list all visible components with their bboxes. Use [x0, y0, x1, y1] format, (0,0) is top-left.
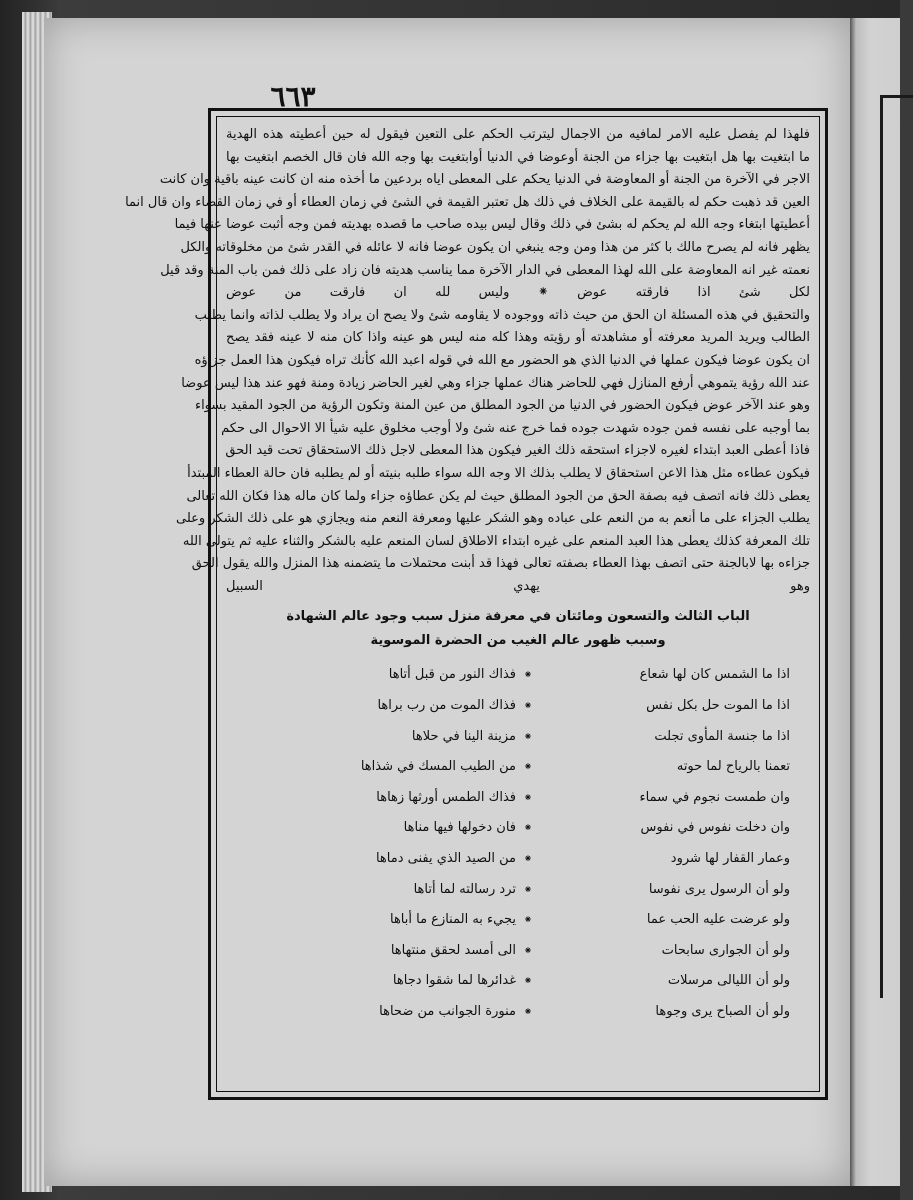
chapter-heading-line2: وسبب ظهور عالم الغيب من الحضرة الموسوية	[370, 633, 666, 649]
verse-second-hemistich: ترد رسالته لما أتاها	[413, 881, 516, 897]
poem-verse	[226, 752, 810, 783]
verse-first-hemistich: وعمار القفار لها شرود	[670, 851, 790, 867]
verse-separator: ⁕	[523, 913, 533, 927]
text-line: عند الله رؤية يتموهي أرفع المنازل فهي للحاضر هناك عملها جزاء وهي لغير الحاضر زيادة ومنة فهو عند هذا ليس عوضا	[181, 375, 810, 391]
text-line: العين قد ذهبت حكم له بالقيمة على الخلاف في ذلك هل تعتبر القيمة في الشئ في زمان العطاء أو في زمان القضاء وان قال انما	[125, 194, 810, 210]
text-line: ان يكون عوضا فيكون عملها في الدنيا الذي هو الحضور مع الله في قوله اعبد الله كأنك تراه فيكون هذا العمل جزاؤه	[194, 352, 810, 368]
verse-second-hemistich: فذاك النور من قبل أتاها	[388, 667, 516, 683]
poem-verse	[226, 691, 810, 722]
text-block	[125, 124, 811, 1084]
verse-second-hemistich: مزينة الينا في حلاها	[411, 728, 516, 744]
text-line: أعطيتها ابتغاء وجه الله لم يحكم له بشئ في ذلك وقال ليس بيده صاحب ما قصده بهديته فمن وجه أثبت عوضا عنها فيما	[174, 217, 810, 233]
poem	[226, 660, 810, 1027]
verse-second-hemistich: يجيء به المنازع ما أباها	[389, 912, 516, 928]
text-line: والتحقيق في هذه المسئلة ان الحق من حيث ذاته ووجوده لا يقاومه شئ ولا يصح ان يراد ولا يطلب لذاته وانما يطلب	[194, 307, 810, 323]
verse-first-hemistich: تعمنا بالرياح لما حوته	[676, 759, 790, 775]
poem-verse	[226, 783, 810, 814]
verse-second-hemistich: فذاك الموت من رب براها	[377, 698, 516, 714]
verse-separator: ⁕	[523, 729, 533, 743]
verse-second-hemistich: غدائرها لما شقوا دجاها	[392, 973, 516, 989]
verse-first-hemistich: اذا ما الشمس كان لها شعاع	[639, 667, 790, 683]
text-line: نعمته غير انه المعاوضة على الله لهذا المعطى في الدار الآخرة مما يناسب هديته فان زاد على ذلك فمن باب المنة وقد قيل	[160, 262, 810, 278]
text-line: تلك المعرفة كذلك يعطى هذا العبد المنعم على غيره ابتداء الاطلاق لسان المنعم عليه بالشكر والثناء عليه ثم يتولى الله	[182, 533, 810, 549]
text-line: وهو يهدي السبيل	[226, 578, 810, 594]
verse-separator: ⁕	[523, 668, 533, 682]
text-line: يعطى ذلك فانه اتصف فيه بصفة الحق من الجود المطلق حيث لم يكن عطاؤه جزاء ولما كان ماله هذا فكان الله تعالى	[186, 488, 810, 504]
page-number: ٦٦٣	[270, 80, 316, 113]
poem-verse	[226, 813, 810, 844]
paragraph-2	[176, 305, 810, 599]
text-line: جزاءه بها لابالجنة حتى اتصف بهذا العطاء بصفته تعالى فهذا قد أبنت محتملات ما يتضمنه هذا المنزل والله يقول الحق	[191, 556, 810, 572]
text-line: فلهذا لم يفصل عليه الامر لمافيه من الاجمال ليترتب الحكم على التعين فيقول له حين أعطيته هذه الهدية	[226, 127, 810, 142]
verse-separator: ⁕	[523, 760, 533, 774]
text-line: الطالب ويريد المريد معرفته أو مشاهدته أو رؤيته وهذا كله منه ليس هو عينه واذا كان منه لا عينه فقد يصح	[226, 330, 810, 346]
verse-separator: ⁕	[523, 943, 533, 957]
inline-verse-first: لكل شئ اذا فارقته عوض	[577, 285, 811, 301]
text-line: فيكون عطاءه مثل هذا الاعن استحقاق لا يطلب بذلك الا وجه الله سواء طلبه بنيته أو لم يطلبه فان حالة العطاء المبتدأ	[187, 465, 810, 481]
poem-verse	[226, 844, 810, 875]
verse-first-hemistich: وان دخلت نفوس في نفوس	[640, 820, 790, 836]
verse-second-hemistich: منورة الجوانب من ضحاها	[379, 1004, 516, 1019]
verse-separator: ⁕	[523, 974, 533, 988]
poem-verse	[226, 875, 810, 906]
verse-second-hemistich: الى أمسد لحقق منتهاها	[390, 942, 516, 958]
verse-separator: ⁕	[523, 1005, 533, 1018]
verse-first-hemistich: وان طمست نجوم في سماء	[639, 789, 790, 805]
verse-separator: ⁕	[509, 285, 549, 301]
verse-separator: ⁕	[523, 852, 533, 866]
chapter-heading-line1: الباب الثالث والتسعون ومائتان في معرفة منزل سبب وجود عالم الشهادة	[286, 609, 750, 625]
verse-second-hemistich: فان دخولها فيها مناها	[403, 820, 516, 836]
poem-verse	[226, 722, 810, 753]
poem-verse	[226, 997, 810, 1028]
verse-first-hemistich: اذا ما الموت حل بكل نفس	[646, 698, 790, 714]
paragraph-1	[125, 124, 811, 305]
text-line: ما ابتغيت بها هل ابتغيت بها جزاء من الجنة أوعوضا في الدنيا أوابتغيت بها وجه الله فان قال الخصم ابتغيت بها	[226, 149, 810, 165]
poem-verse	[226, 905, 810, 936]
verse-first-hemistich: ولو أن الليالى مرسلات	[667, 973, 790, 989]
text-line: وهو عند الآخر عوض فيكون الحضور في الدنيا من الجود المطلق من عين المنة وتكون الرؤية من الجود المقيد بسواء	[194, 398, 810, 414]
verse-second-hemistich: فذاك الطمس أورثها زهاها	[376, 789, 516, 805]
verse-first-hemistich: ولو أن الرسول يرى نفوسا	[648, 881, 790, 897]
next-page-frame	[880, 95, 913, 998]
poem-verse	[226, 660, 810, 691]
chapter-heading	[226, 606, 810, 654]
text-line: بما أوجبه على نفسه فمن جوده شهدت جوده فما خرج عنه شئ ولا أوجب مخلوق عليه شيأ الا الاحوال الى حكم	[221, 420, 810, 436]
verse-separator: ⁕	[523, 882, 533, 896]
poem-verse	[226, 966, 810, 997]
verse-first-hemistich: ولو أن الجوارى سابحات	[661, 942, 790, 958]
verse-first-hemistich: ولو عرضت عليه الحب عما	[646, 912, 790, 928]
inline-verse-second: وليس لله ان فارقت من عوض	[226, 285, 510, 301]
text-line: الاجر في الآخرة من الجنة أو المعاوضة في الدنيا يحكم على المعطى اياه بردعين ما أخذه منه ان كانت عينه باقية وان كانت	[159, 172, 810, 188]
verse-first-hemistich: ولو أن الصباح يرى وجوها	[655, 1004, 790, 1019]
verse-separator: ⁕	[523, 699, 533, 713]
text-line: فاذا أعطى العبد ابتداء لغيره لاجزاء استحقه ذلك الغير فيكون هذا المعطى لاجل ذلك الاستحقاق تحت قيد الحق	[225, 443, 810, 459]
text-line: يظهر فانه لم يصرح مالك با كثر من هذا ومن وجه ينبغي ان يكون عوضا فانه لا عائله في القدر شئ من مخلوقاته والكل	[180, 239, 810, 255]
verse-second-hemistich: من الطيب المسك في شذاها	[360, 759, 516, 775]
verse-separator: ⁕	[523, 790, 533, 804]
poem-verse	[226, 936, 810, 967]
verse-second-hemistich: من الصيد الذي يفنى دماها	[375, 851, 516, 867]
verse-first-hemistich: اذا ما جنسة المأوى تجلت	[654, 728, 790, 744]
inline-verse	[226, 282, 810, 305]
verse-separator: ⁕	[523, 821, 533, 835]
text-line: يطلب الجزاء على ما أنعم به من النعم على عباده وهو الشكر عليها ومعرفة النعم منه ويجازي هو على ذلك الشكر وعلى	[176, 511, 810, 527]
